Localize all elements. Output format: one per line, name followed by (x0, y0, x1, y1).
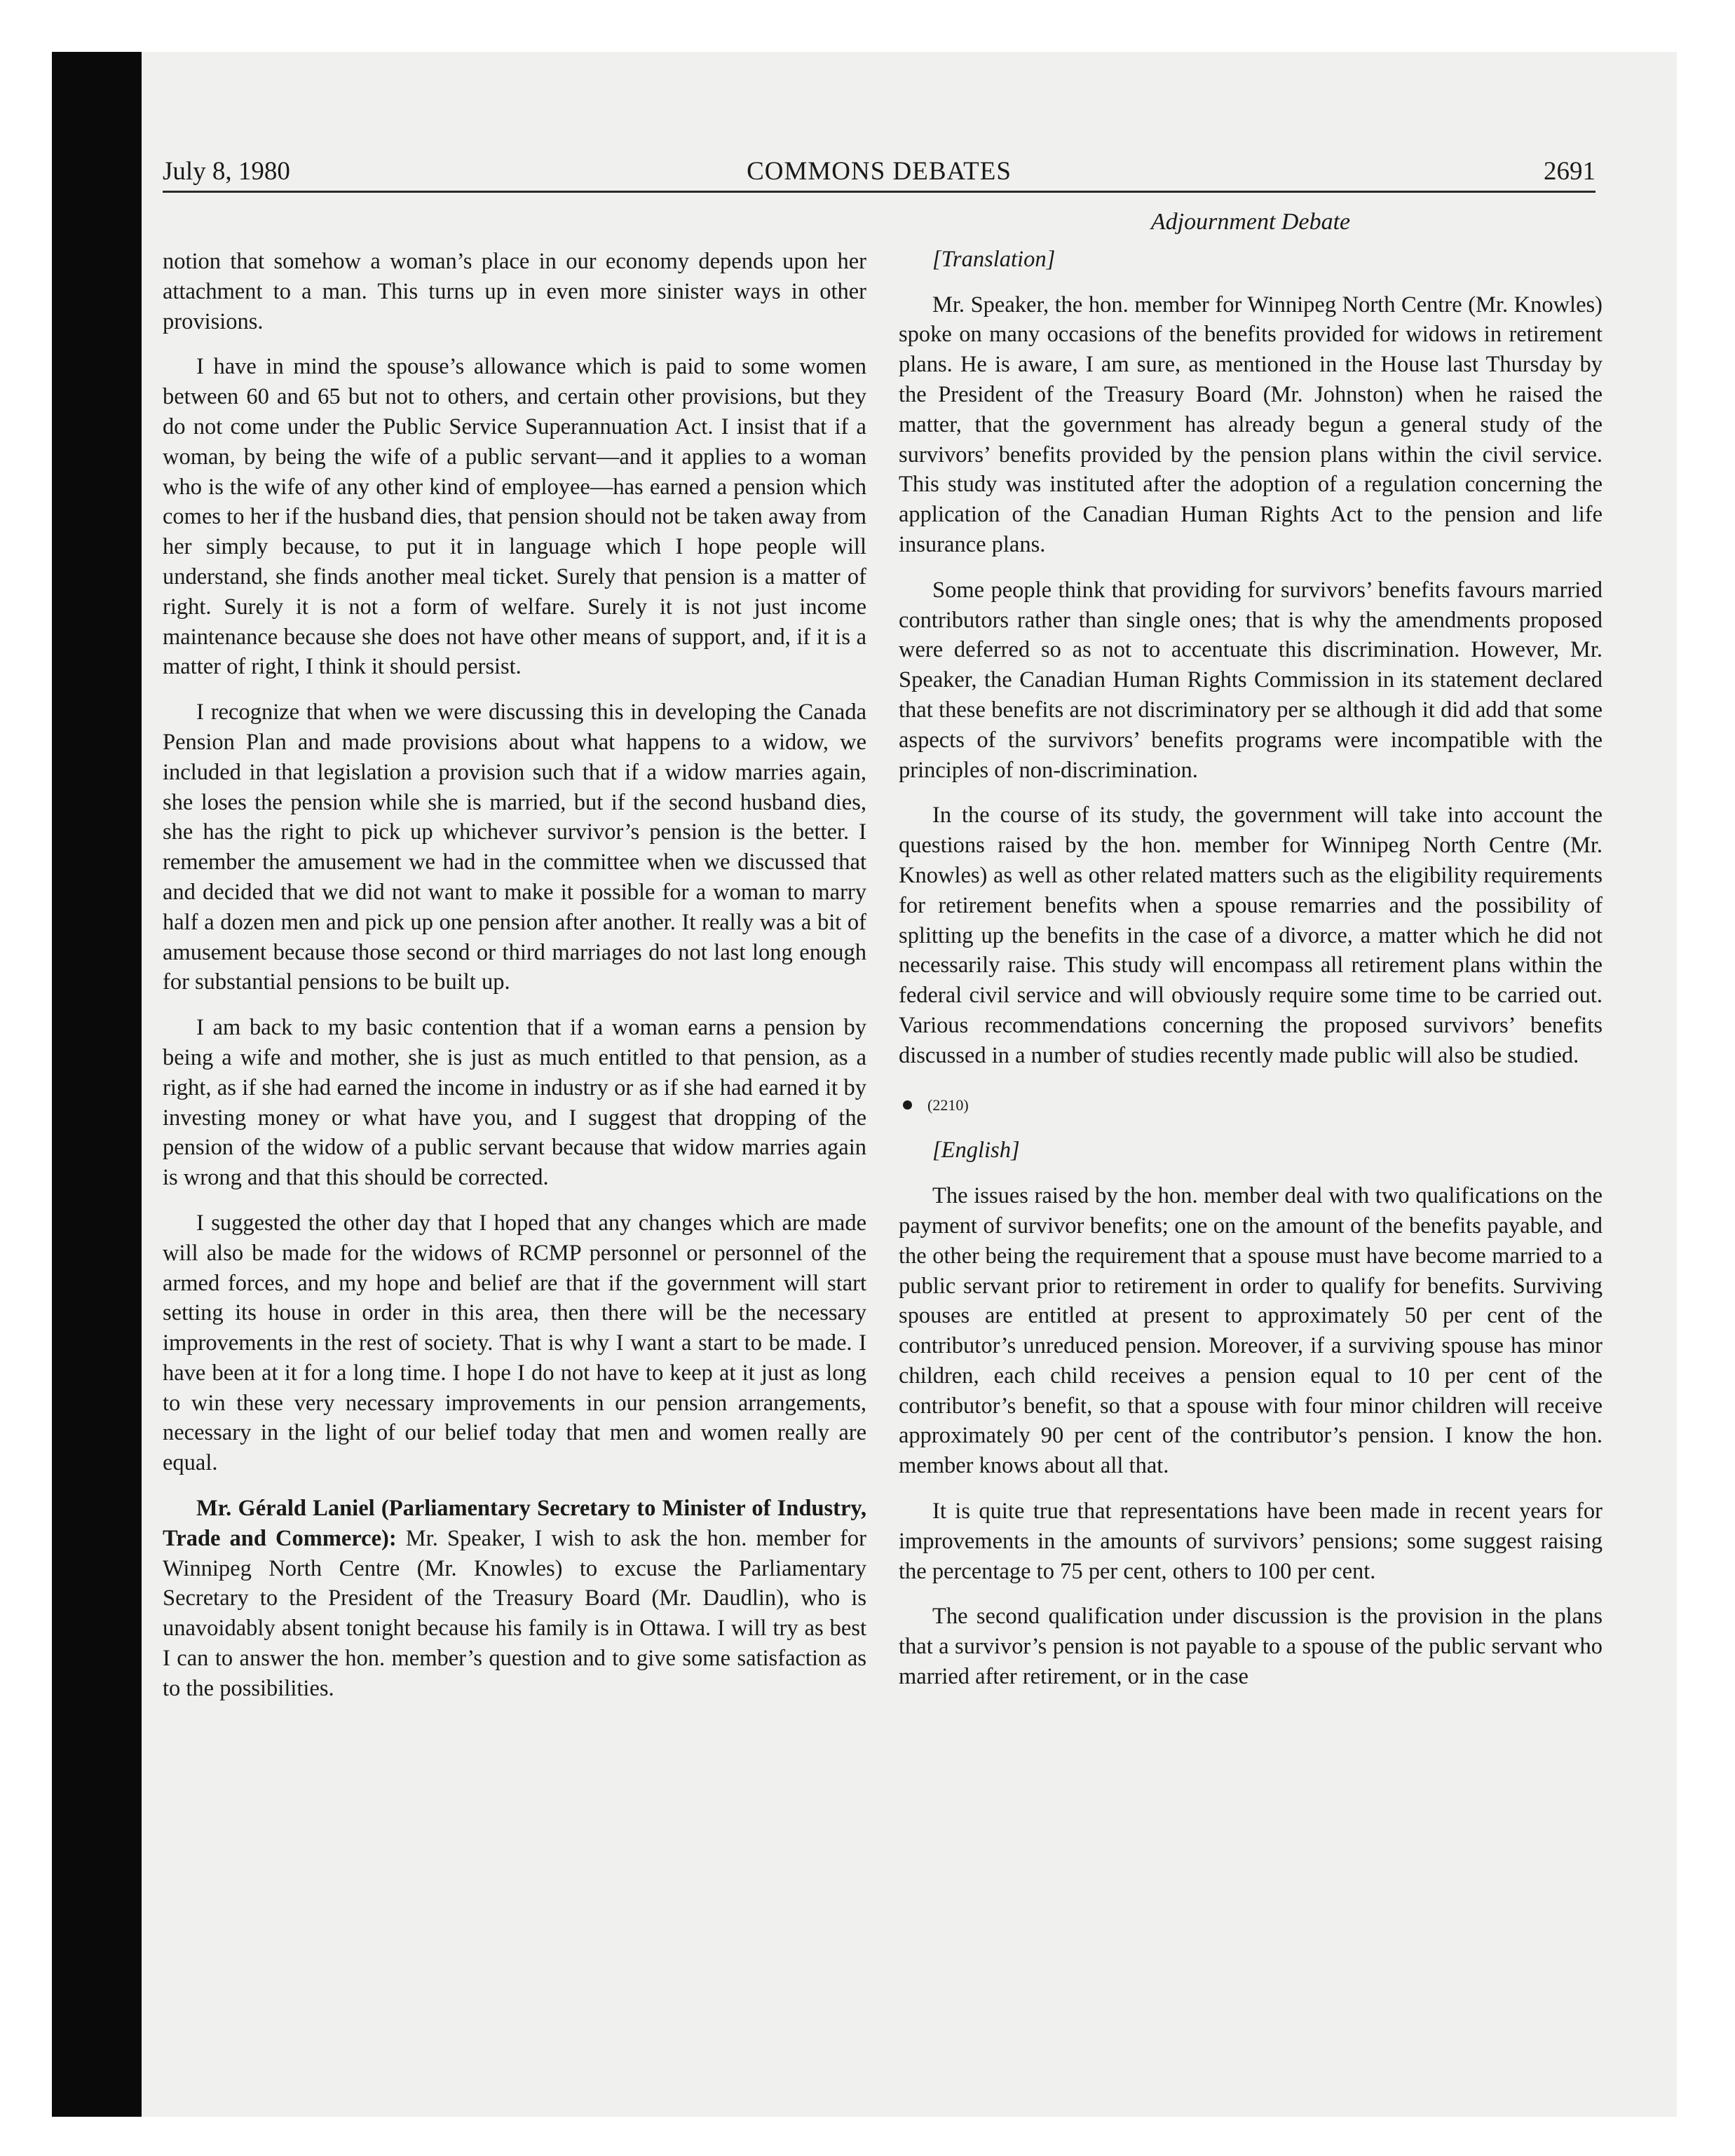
left-column (163, 247, 866, 1719)
paragraph: The second qualification under discussion is the provision in the plans that a survivor’s pension is not payable to a spouse of the public servant who married after retirement, or in the case (899, 1604, 1603, 1690)
paragraph: In the course of its study, the government will take into account the questions raised by the hon. member for Winnipeg North Centre (Mr. Knowles) as well as other related matters such as the eligibility requirements for retirement benefits when a spouse remarries and the possibility of splitting up the benefits in the case of a divorce, a matter which he did not necessarily raise. This study will encompass all retirement plans within the federal civil service and will obviously require some time to be carried out. Various recommendations concerning the proposed survivors’ benefits discussed in a number of studies recently made public will also be studied. (899, 803, 1603, 1068)
paragraph: I recognize that when we were discussing this in developing the Canada Pension Plan and made provisions about what happens to a widow, we included in that legislation a provision such that if a widow marries again, she loses the pension while she is married, but if the second husband dies, she has the right to pick up whichever survivor’s pension is the better. I remember the amusement we had in the committee when we discussed that and decided that we did not want to make it possible for a woman to marry half a dozen men and pick up one pension after another. It really was a bit of amusement because those second or third marriages do not last long enough for substantial pensions to be built up. (163, 700, 866, 995)
speech-paragraph (163, 1494, 866, 1704)
speaker-name: Mr. Gérald Laniel (Parliamentary Secretary to Minister of Industry, Trade and Commerce): (163, 1496, 866, 1551)
paragraph: I am back to my basic contention that if a woman earns a pension by being a wife and mother, she is just as much entitled to that pension, as a right, as if she had earned the income in industry or as if she had earned it by investing money or what have you, and I suggest that dropping of the pension of the widow of a public servant because that widow marries again is wrong and that this should be corrected. (163, 1015, 866, 1191)
timestamp-marker (899, 1091, 1603, 1121)
timestamp: (2210) (927, 1096, 969, 1114)
binding-shadow (52, 52, 142, 2117)
speech-text: Mr. Speaker, I wish to ask the hon. member for Winnipeg North Centre (Mr. Knowles) to excuse the Parliamentary Secretary to the President of the Treasury Board (Mr. Daudlin), who is unavoidably absent tonight because his family is in Ottawa. I will try as best I can to answer the hon. member’s question and to give some satisfaction as to the possibilities. (163, 1525, 866, 1701)
header-date: July 8, 1980 (163, 157, 290, 186)
header-title: COMMONS DEBATES (747, 157, 1012, 186)
paragraph: Mr. Speaker, the hon. member for Winnipeg North Centre (Mr. Knowles) spoke on many occasions of the benefits provided for widows in retirement plans. He is aware, I am sure, as mentioned in the House last Thursday by the President of the Treasury Board (Mr. Johnston) when he raised the matter, that the government has already begun a general study of the survivors’ benefits provided by the pension plans within the civil service. This study was instituted after the adoption of a regulation concerning the application of the Canadian Human Rights Act to the pension and life insurance plans. (899, 292, 1603, 557)
language-marker: [Translation] (932, 246, 1056, 272)
paragraph: The issues raised by the hon. member deal with two qualifications on the payment of survivor benefits; one on the amount of the benefits payable, and the other being the requirement that a spouse must have become married to a public servant prior to retirement in order to qualify for benefits. Surviving spouses are entitled at present to approximately 50 per cent of the contributor’s unreduced pension. Moreover, if a surviving spouse has minor children, each child receives a pension equal to 10 per cent of the contributor’s benefit, so that a spouse with four minor children will receive approximately 90 per cent of the contributor’s pension. I know the hon. member knows about all that. (899, 1183, 1603, 1479)
paragraph: It is quite true that representations have been made in recent years for improvements in the amounts of survivors’ pensions; some suggest raising the percentage to 75 per cent, others to 100 per cent. (899, 1499, 1603, 1584)
paragraph: I suggested the other day that I hoped that any changes which are made will also be made for the widows of RCMP personnel or personnel of the armed forces, and my hope and belief are that if the government will start setting its house in order in this area, then there will be the necessary improvements in the rest of society. That is why I want a start to be made. I have been at it for a long time. I hope I do not have to keep at it just as long to win these very necessary improvements in our pension arrangements, necessary in the light of our belief today that men and women really are equal. (163, 1210, 866, 1476)
paragraph: notion that somehow a woman’s place in our economy depends upon her attachment to a man. This turns up in even more sinister ways in other provisions. (163, 249, 866, 334)
right-column (899, 207, 1603, 1707)
paragraph: Some people think that providing for survivors’ benefits favours married contributors rather than single ones; that is why the amendments proposed were deferred so as not to accentuate this discrimination. However, Mr. Speaker, the Canadian Human Rights Commission in its statement declared that these benefits are not discriminatory per se although it did add that some aspects of the survivors’ benefits programs were incompatible with the principles of non-discrimination. (899, 577, 1603, 783)
bullet-icon (903, 1100, 912, 1110)
page-number: 2691 (1544, 157, 1595, 186)
paragraph: I have in mind the spouse’s allowance which is paid to some women between 60 and 65 but not to others, and certain other provisions, but they do not come under the Public Service Superannuation Act. I insist that if a woman, by being the wife of a public servant—and it applies to a woman who is the wife of any other kind of employee—has earned a pension which comes to her if the husband dies, that pension should not be taken away from her simply because, to put it in language which I hope people will understand, she finds another meal ticket. Surely that pension is a matter of right. Surely it is not a form of welfare. Surely it is not just income maintenance because she does not have other means of support, and, if it is a matter of right, I think it should persist. (163, 354, 866, 680)
running-header (163, 156, 1595, 193)
section-title: Adjournment Debate (1150, 209, 1351, 235)
language-marker: [English] (932, 1138, 1020, 1164)
